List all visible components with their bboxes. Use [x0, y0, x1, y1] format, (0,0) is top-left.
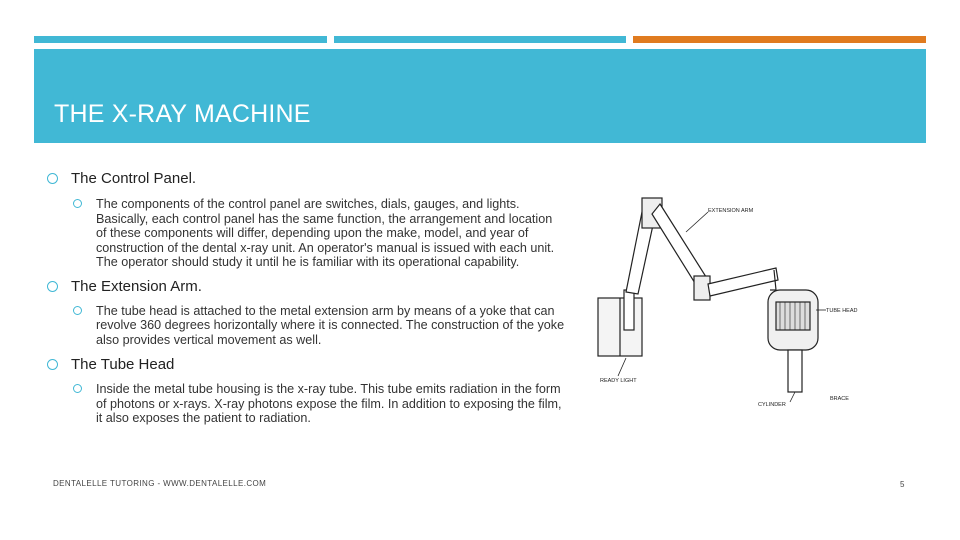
footer-text: DENTALELLE TUTORING - WWW.DENTALELLE.COM — [53, 479, 267, 488]
bullet-detail: The components of the control panel are switches, dials, gauges, and lights. Basically, each control panel has the same function, the arrangement and location of these components will differ, depending upon the make, model, and year of construction of the dental x-ray unit. An operator's manual is issued with each unit. The operator should study it until he is familiar with its operational capability. — [96, 197, 555, 269]
bullet-tube-head — [46, 356, 566, 373]
bullet-detail: The tube head is attached to the metal extension arm by means of a yoke that can revolve 360 degrees horizontally where it is connected. The construction of the yoke also provides vertical movement as well. — [96, 303, 565, 347]
sub-bullet-control-panel — [46, 197, 566, 270]
bullet-content — [46, 170, 566, 426]
sub-bullet-extension-arm — [46, 304, 566, 348]
horizontal-arm — [708, 268, 778, 296]
circle-bullet-icon — [73, 384, 82, 393]
circle-bullet-icon — [47, 359, 58, 370]
label-tube-head: TUBE HEAD — [826, 308, 858, 314]
bullet-heading: The Control Panel. — [71, 170, 197, 187]
sub-bullet-tube-head — [46, 382, 566, 426]
bullet-control-panel — [46, 170, 566, 187]
cylinder — [788, 350, 802, 392]
top-accent-bar-2 — [334, 36, 626, 43]
page-number: 5 — [900, 480, 905, 489]
bullet-heading: The Tube Head — [71, 356, 175, 373]
circle-bullet-icon — [47, 173, 58, 184]
circle-bullet-icon — [47, 281, 58, 292]
label-extension-arm: EXTENSION ARM — [708, 208, 754, 214]
mount-column — [624, 290, 634, 330]
slide-title: THE X-RAY MACHINE — [54, 100, 311, 128]
xray-machine-illustration — [590, 190, 865, 420]
label-cylinder: CYLINDER — [758, 402, 786, 408]
bullet-extension-arm — [46, 278, 566, 295]
bullet-heading: The Extension Arm. — [71, 277, 202, 295]
label-ready-light: READY LIGHT — [600, 378, 637, 384]
bullet-detail: Inside the metal tube housing is the x-ray tube. This tube emits radiation in the form of photons or x-rays. X-ray photons expose the film. In addition to exposing the film, it also exposes the patient to radiation. — [96, 382, 562, 425]
top-accent-bar-1 — [34, 36, 327, 43]
title-banner — [34, 49, 926, 143]
circle-bullet-icon — [73, 306, 82, 315]
second-arm-segment — [652, 204, 708, 288]
top-accent-bar-3 — [633, 36, 926, 43]
label-brace: BRACE — [830, 396, 849, 402]
elbow-joint — [694, 276, 710, 300]
circle-bullet-icon — [73, 199, 82, 208]
